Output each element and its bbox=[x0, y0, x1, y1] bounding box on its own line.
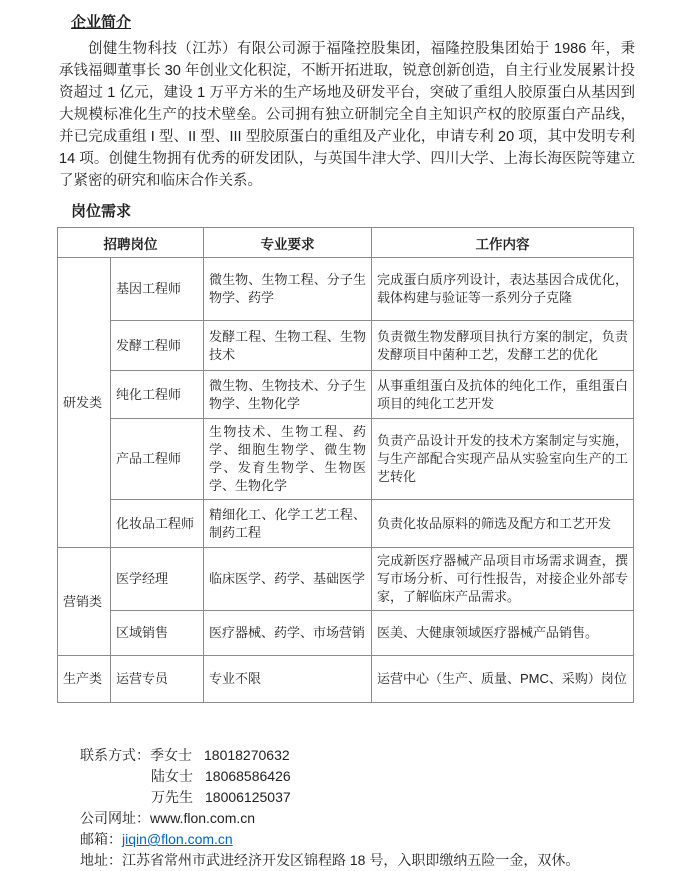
position-cell: 医学经理 bbox=[111, 548, 204, 611]
table-row bbox=[58, 656, 634, 703]
duty-cell: 负责化妆品原料的筛选及配方和工艺开发 bbox=[372, 500, 634, 548]
positions-table bbox=[57, 227, 634, 703]
duty-cell: 负责产品设计开发的技术方案制定与实施，与生产部配合实现产品从实验室向生产的工艺转化 bbox=[372, 419, 634, 500]
table-row bbox=[58, 419, 634, 500]
website-line bbox=[80, 808, 633, 829]
position-cell: 基因工程师 bbox=[111, 258, 204, 321]
major-cell: 临床医学、药学、基础医学 bbox=[204, 548, 372, 611]
section-heading-company-intro: 企业简介 bbox=[71, 14, 132, 31]
table-row bbox=[58, 258, 634, 321]
contact-phone: 18018270632 bbox=[204, 747, 290, 763]
major-cell: 发酵工程、生物工程、生物技术 bbox=[204, 321, 372, 371]
contact-phone: 18068586426 bbox=[205, 768, 291, 784]
contact-label: 联系方式： bbox=[80, 747, 150, 763]
duty-cell: 负责微生物发酵项目执行方案的制定，负责发酵项目中菌种工艺，发酵工艺的优化 bbox=[372, 321, 634, 371]
header-cell-major: 专业要求 bbox=[204, 228, 372, 258]
duty-cell: 运营中心（生产、质量、PMC、采购）岗位 bbox=[372, 656, 634, 703]
position-cell: 区域销售 bbox=[111, 611, 204, 656]
major-cell: 精细化工、化学工艺工程、制药工程 bbox=[204, 500, 372, 548]
contact-block bbox=[80, 745, 633, 871]
position-cell: 纯化工程师 bbox=[111, 371, 204, 419]
major-cell: 微生物、生物工程、分子生物学、药学 bbox=[204, 258, 372, 321]
position-cell: 产品工程师 bbox=[111, 419, 204, 500]
company-intro-paragraph: 创健生物科技（江苏）有限公司源于福隆控股集团，福隆控股集团始于 1986 年，秉承钱福卿董事长 30 年创业文化积淀，不断开拓进取，锐意创新创造，自主行业发展累计投资超过 1 亿元，建设 1 万平方米的生产场地及研发平台，突破了重组人胶原蛋白从基因到大规模标准化生产的技术壁垒。公司拥有独立研制完全自主知识产权的胶原蛋白产品线，并已完成重组 I 型、II 型、III 型胶原蛋白的重组及产业化，申请专利 20 项，其中发明专利 14 项。创健生物拥有优秀的研发团队，与英国牛津大学、四川大学、上海长海医院等建立了紧密的研究和临床合作关系。 bbox=[59, 41, 635, 189]
contact-line bbox=[80, 745, 633, 766]
website-url: www.flon.com.cn bbox=[150, 810, 256, 826]
duty-cell: 医美、大健康领域医疗器械产品销售。 bbox=[372, 611, 634, 656]
table-header-row bbox=[58, 228, 634, 258]
position-cell: 运营专员 bbox=[111, 656, 204, 703]
position-cell: 化妆品工程师 bbox=[111, 500, 204, 548]
address-text: 江苏省常州市武进经济开发区锦程路 18 号，入职即缴纳五险一金，双休。 bbox=[122, 852, 580, 868]
category-cell: 营销类 bbox=[58, 548, 111, 656]
duty-cell: 完成蛋白质序列设计，表达基因合成优化，载体构建与验证等一系列分子克隆 bbox=[372, 258, 634, 321]
duty-cell: 完成新医疗器械产品项目市场需求调查，撰写市场分析、可行性报告，对接企业外部专家，了解临床产品需求。 bbox=[372, 548, 634, 611]
duty-cell: 从事重组蛋白及抗体的纯化工作，重组蛋白项目的纯化工艺开发 bbox=[372, 371, 634, 419]
website-label: 公司网址： bbox=[80, 810, 150, 826]
category-cell: 研发类 bbox=[58, 258, 111, 548]
contact-phone: 18006125037 bbox=[205, 789, 291, 805]
table-row bbox=[58, 371, 634, 419]
table-row bbox=[58, 611, 634, 656]
major-cell: 医疗器械、药学、市场营销 bbox=[204, 611, 372, 656]
contact-name: 陆女士 bbox=[151, 768, 193, 784]
table-row bbox=[58, 548, 634, 611]
category-cell: 生产类 bbox=[58, 656, 111, 703]
header-cell-duty: 工作内容 bbox=[372, 228, 634, 258]
contact-name: 万先生 bbox=[151, 789, 193, 805]
header-cell-position: 招聘岗位 bbox=[58, 228, 204, 258]
section-heading-positions: 岗位需求 bbox=[71, 203, 132, 220]
contact-line bbox=[80, 787, 633, 808]
position-cell: 发酵工程师 bbox=[111, 321, 204, 371]
address-line bbox=[80, 850, 633, 871]
contact-name: 季女士 bbox=[150, 747, 192, 763]
major-cell: 微生物、生物技术、分子生物学、生物化学 bbox=[204, 371, 372, 419]
address-label: 地址： bbox=[80, 852, 122, 868]
positions-table-body bbox=[58, 258, 634, 703]
email-label: 邮箱： bbox=[80, 831, 122, 847]
email-link[interactable]: jiqin@flon.com.cn bbox=[122, 831, 233, 847]
table-row bbox=[58, 321, 634, 371]
major-cell: 专业不限 bbox=[204, 656, 372, 703]
table-row bbox=[58, 500, 634, 548]
email-line bbox=[80, 829, 633, 850]
contact-line bbox=[80, 766, 633, 787]
major-cell: 生物技术、生物工程、药学、细胞生物学、微生物学、发育生物学、生物医学、生物化学 bbox=[204, 419, 372, 500]
